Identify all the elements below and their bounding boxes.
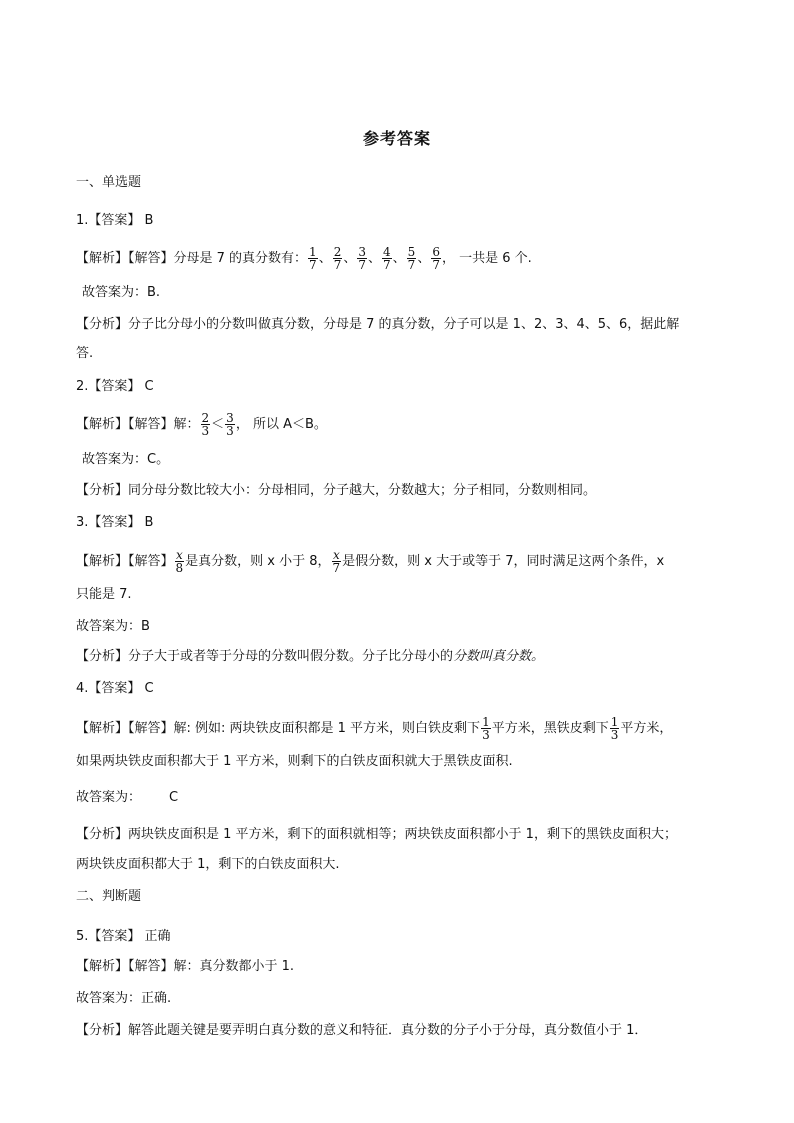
q4-analysis-line2: 如果两块铁皮面积都大于 1 平方米，则剩下的白铁皮面积就大于黑铁皮面积. bbox=[76, 754, 513, 769]
q3-answer: 3.【答案】 B bbox=[76, 515, 154, 530]
q3-conclusion: 故答案为：B bbox=[76, 619, 150, 634]
q3-fenxi: 【分析】分子大于或者等于分母的分数叫假分数。分子比分母小的分数叫真分数。 bbox=[76, 649, 545, 664]
q4-answer: 4.【答案】 C bbox=[76, 681, 154, 696]
fraction-3-7: $\frac{3}{7}$ bbox=[358, 245, 366, 272]
q1-fenxi-line2: 答. bbox=[76, 346, 94, 361]
page-title: 参考答案 bbox=[362, 129, 431, 148]
fraction-x-8: $\frac{x}{8}$ bbox=[175, 548, 184, 575]
q4-analysis: 【解析】【解答】解: 例如: 两块铁皮面积都是 1 平方米，则白铁皮剩下 $\frac{1}{3}$ 平方米，黑铁皮剩下 $\frac{1}{3}$ 平方米， bbox=[76, 715, 673, 742]
fraction-5-7: $\frac{5}{7}$ bbox=[407, 245, 416, 272]
q3-analysis-line2: 只能是 7. bbox=[76, 587, 132, 602]
q4-fenxi-line1: 【分析】两块铁皮面积是 1 平方米，剩下的面积就相等；两块铁皮面积都小于 1，剩下的黑铁皮面积大； bbox=[76, 827, 677, 842]
fraction-4-7: $\frac{4}{7}$ bbox=[383, 245, 391, 272]
fraction-1-3-white: $\frac{1}{3}$ bbox=[482, 715, 490, 742]
fraction-3-3: $\frac{3}{3}$ bbox=[226, 411, 234, 438]
q2-fenxi: 【分析】同分母分数比较大小：分母相同，分子越大，分数越大；分子相同，分数则相同。 bbox=[76, 483, 597, 498]
section-heading-true-false: 二、判断题 bbox=[76, 889, 142, 904]
q1-conclusion: 故答案为：B. bbox=[82, 285, 161, 300]
q1-analysis-suffix: ， 一共是 6 个. bbox=[441, 251, 532, 266]
q1-fenxi-line1: 【分析】分子比分母小的分数叫做真分数，分母是 7 的真分数，分子可以是 1、2、3、4、5、6，据此解 bbox=[76, 317, 680, 332]
fraction-1-7: $\frac{1}{7}$ bbox=[309, 245, 317, 272]
q5-analysis: 【解析】【解答】解：真分数都小于 1. bbox=[76, 959, 295, 974]
q1-analysis: 【解析】【解答】分母是 7 的真分数有： $\frac{1}{7}$ 、 $\frac{2}{7}$ 、 $\frac{3}{7}$ 、 $\frac{4}{7}$ 、 $\frac{5}{7}$ 、 $\frac{6}{7}$ ， 一共是 6 个. bbox=[76, 245, 532, 272]
fraction-x-7: $\frac{x}{7}$ bbox=[332, 548, 341, 575]
fraction-1-3-black: $\frac{1}{3}$ bbox=[610, 715, 619, 742]
q5-fenxi: 【分析】解答此题关键是要弄明白真分数的意义和特征．真分数的分子小于分母，真分数值小于 1． bbox=[76, 1023, 648, 1038]
fraction-2-7: $\frac{2}{7}$ bbox=[333, 245, 342, 272]
q2-conclusion: 故答案为：C。 bbox=[82, 452, 170, 467]
q5-conclusion: 故答案为：正确. bbox=[76, 991, 172, 1006]
q3-analysis: 【解析】【解答】 $\frac{x}{8}$ 是真分数，则 x 小于 8， $\frac{x}{7}$ 是假分数，则 x 大于或等于 7，同时满足这两个条件，x bbox=[76, 548, 665, 575]
fraction-6-7: $\frac{6}{7}$ bbox=[432, 245, 440, 272]
q2-answer: 2.【答案】 C bbox=[76, 379, 154, 394]
q2-analysis: 【解析】【解答】解： $\frac{2}{3}$ ＜ $\frac{3}{3}$ ， 所以 A＜B。 bbox=[76, 411, 327, 438]
q5-answer: 5.【答案】 正确 bbox=[76, 929, 171, 944]
fraction-2-3: $\frac{2}{3}$ bbox=[201, 411, 210, 438]
q4-fenxi-line2: 两块铁皮面积都大于 1，剩下的白铁皮面积大. bbox=[76, 857, 340, 872]
q1-analysis-prefix: 【解析】【解答】分母是 7 的真分数有： bbox=[76, 251, 308, 266]
q1-answer: 1.【答案】 B bbox=[76, 213, 154, 228]
section-heading-single-choice: 一、单选题 bbox=[76, 175, 142, 190]
q4-conclusion: 故答案为： C bbox=[76, 790, 179, 805]
